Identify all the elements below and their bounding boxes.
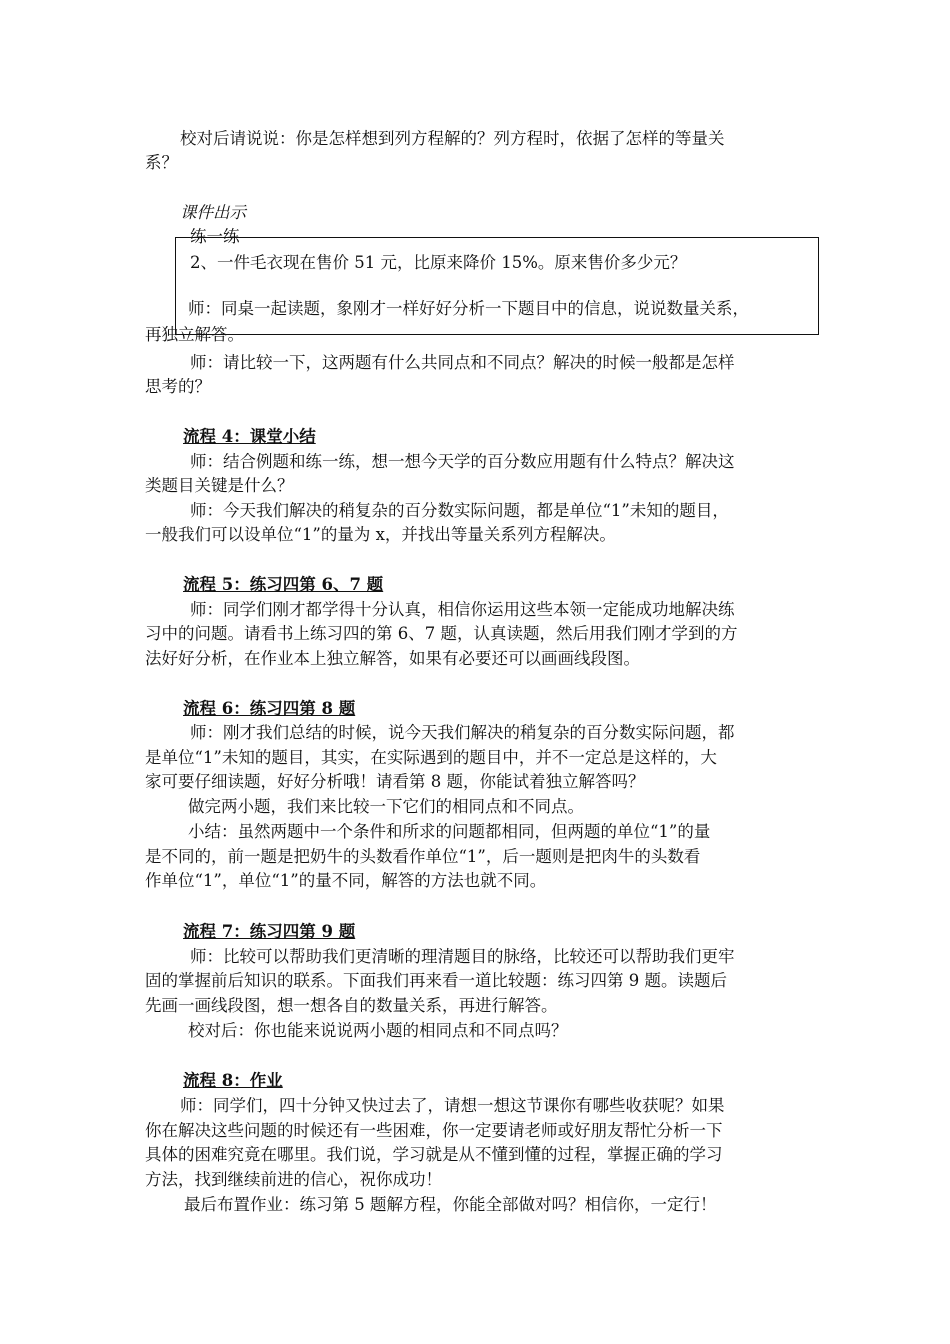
courseware-label: 课件出示 xyxy=(180,203,246,222)
section-7-p1-line-1: 师：比较可以帮助我们更清晰的理清题目的脉络，比较还可以帮助我们更牢 xyxy=(190,947,735,966)
section-5-line-1: 师：同学们刚才都学得十分认真，相信你运用这些本领一定能成功地解决练 xyxy=(190,600,735,619)
compare-line-1: 师：请比较一下，这两题有什么共同点和不同点？解决的时候一般都是怎样 xyxy=(190,353,735,372)
courseware-problem: 2、一件毛衣现在售价 51 元，比原来降价 15%。原来售价多少元？ xyxy=(190,253,687,272)
section-6-p3-line-3: 作单位“1”，单位“1”的量不同，解答的方法也就不同。 xyxy=(145,871,547,890)
section-6-p1-line-3: 家可要仔细读题，好好分析哦！请看第 8 题，你能试着独立解答吗？ xyxy=(145,772,645,791)
section-8-p1-line-3: 具体的困难究竟在哪里。我们说，学习就是从不懂到懂的过程，掌握正确的学习 xyxy=(145,1145,723,1164)
courseware-title: 练一练 xyxy=(190,227,240,246)
section-5-heading: 流程 5：练习四第 6、7 题 xyxy=(183,575,384,594)
section-4-p1-line-1: 师：结合例题和练一练，想一想今天学的百分数应用题有什么特点？解决这 xyxy=(190,452,735,471)
section-6-p1-line-1: 师：刚才我们总结的时候，说今天我们解决的稍复杂的百分数实际问题，都 xyxy=(190,723,735,742)
intro-line-1: 校对后请说说：你是怎样想到列方程解的？列方程时，依据了怎样的等量关 xyxy=(180,129,725,148)
section-4-p2-line-2: 一般我们可以设单位“1”的量为 x，并找出等量关系列方程解决。 xyxy=(145,525,616,544)
section-7-p2: 校对后：你也能来说说两小题的相同点和不同点吗？ xyxy=(188,1021,568,1040)
section-6-p2: 做完两小题，我们来比较一下它们的相同点和不同点。 xyxy=(188,797,584,816)
section-5-line-3: 法好好分析，在作业本上独立解答，如果有必要还可以画画线段图。 xyxy=(145,649,640,668)
section-7-p1-line-3: 先画一画线段图，想一想各自的数量关系，再进行解答。 xyxy=(145,996,558,1015)
courseware-teacher-line-1: 师：同桌一起读题，象刚才一样好好分析一下题目中的信息，说说数量关系， xyxy=(188,299,749,318)
section-7-p1-line-2: 固的掌握前后知识的联系。下面我们再来看一道比较题：练习四第 9 题。读题后 xyxy=(145,971,727,990)
section-4-p1-line-2: 类题目关键是什么？ xyxy=(145,476,294,495)
section-5-line-2: 习中的问题。请看书上练习四的第 6、7 题，认真读题，然后用我们刚才学到的方 xyxy=(145,624,738,643)
intro-line-2: 系？ xyxy=(145,153,178,172)
section-8-p1-line-2: 你在解决这些问题的时候还有一些困难，你一定要请老师或好朋友帮忙分析一下 xyxy=(145,1121,723,1140)
courseware-teacher-line-2: 再独立解答。 xyxy=(145,325,244,344)
section-4-p2-line-1: 师：今天我们解决的稍复杂的百分数实际问题，都是单位“1”未知的题目， xyxy=(190,501,729,520)
section-6-p3-line-1: 小结：虽然两题中一个条件和所求的问题都相同，但两题的单位“1”的量 xyxy=(188,822,711,841)
section-4-heading: 流程 4：课堂小结 xyxy=(183,427,316,446)
section-8-heading: 流程 8：作业 xyxy=(183,1071,283,1090)
compare-line-2: 思考的？ xyxy=(145,377,211,396)
section-6-p1-line-2: 是单位“1”未知的题目，其实，在实际遇到的题目中，并不一定总是这样的，大 xyxy=(145,748,717,767)
section-6-heading: 流程 6：练习四第 8 题 xyxy=(183,699,356,718)
section-7-heading: 流程 7：练习四第 9 题 xyxy=(183,922,356,941)
section-8-p1-line-1: 师：同学们，四十分钟又快过去了，请想一想这节课你有哪些收获呢？如果 xyxy=(180,1096,725,1115)
section-6-p3-line-2: 是不同的，前一题是把奶牛的头数看作单位“1”，后一题则是把肉牛的头数看 xyxy=(145,847,701,866)
section-8-p2: 最后布置作业：练习第 5 题解方程，你能全部做对吗？相信你，一定行！ xyxy=(184,1195,717,1214)
section-8-p1-line-4: 方法，找到继续前进的信心，祝你成功！ xyxy=(145,1170,442,1189)
